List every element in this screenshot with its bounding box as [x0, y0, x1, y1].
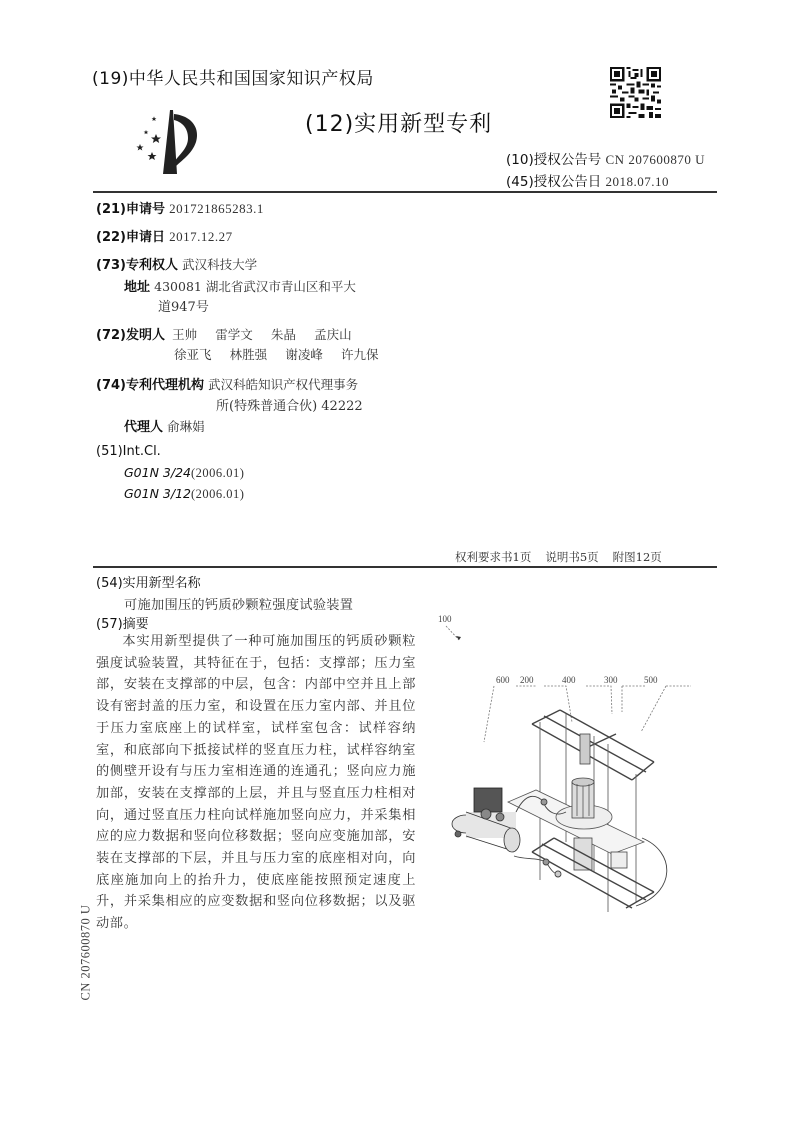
- application-number-row: [96, 198, 264, 217]
- inventor: 谢凌峰: [285, 347, 323, 362]
- inventor: 许九保: [340, 347, 379, 362]
- intcl-version: (2006.01): [191, 466, 245, 480]
- publication-date-label: (45)授权公告日: [506, 174, 602, 190]
- page-counts: [455, 549, 676, 565]
- title-section-label: (54)实用新型名称: [96, 576, 201, 591]
- agency-line-1: 武汉科皓知识产权代理事务: [208, 377, 359, 392]
- inventors-row-2: [174, 345, 378, 363]
- inventor: 雷学文: [215, 327, 253, 342]
- intcl-label: (51)Int.Cl.: [96, 444, 161, 459]
- cnipa-logo-icon: [130, 108, 202, 176]
- inventors-label: (72)发明人: [96, 328, 165, 343]
- inventor: 王帅: [172, 327, 198, 342]
- inventor: 孟庆山: [314, 327, 352, 342]
- figure-label: 200: [520, 675, 534, 685]
- document-type-title: (12)实用新型专利: [305, 112, 493, 137]
- patentee-row: [96, 254, 257, 273]
- agent-label: 代理人: [124, 420, 164, 435]
- inventor: 林胜强: [229, 347, 268, 362]
- patentee: 武汉科技大学: [182, 257, 258, 272]
- figure-label: 600: [496, 675, 510, 685]
- side-publication-id: CN 207600870 U: [78, 904, 93, 1001]
- inventor: 朱晶: [270, 327, 296, 342]
- figure-label: 500: [644, 675, 658, 685]
- abstract-section-label: (57)摘要: [96, 617, 149, 632]
- publication-number: CN 207600870 U: [605, 152, 705, 167]
- inventors-row: [96, 324, 352, 343]
- intcl-code: G01N 3/12: [124, 486, 191, 501]
- publication-date: 2018.07.10: [605, 174, 670, 189]
- intcl-entry: [124, 465, 244, 481]
- address-line-1: 430081 湖北省武汉市青山区和平大: [154, 279, 356, 294]
- section-divider: [93, 566, 717, 568]
- intcl-version: (2006.01): [191, 487, 245, 501]
- agency-row: [96, 374, 358, 393]
- address-line-2: 道947号: [158, 300, 209, 315]
- qr-code-icon: [610, 67, 661, 118]
- inventor: 徐亚飞: [174, 347, 212, 362]
- patentee-label: (73)专利权人: [96, 258, 178, 273]
- figure-label: 400: [562, 675, 576, 685]
- utility-model-title: 可施加围压的钙质砂颗粒强度试验装置: [124, 598, 354, 613]
- agent-row: [124, 416, 205, 435]
- figure-label: 100: [438, 614, 452, 624]
- publication-number-row: [506, 148, 705, 168]
- filing-date: 2017.12.27: [169, 229, 233, 244]
- application-number-label: (21)申请号: [96, 202, 165, 217]
- drawings-pages: 附图12页: [612, 550, 662, 564]
- intcl-code: G01N 3/24: [124, 465, 191, 480]
- issuing-office: (19)中华人民共和国国家知识产权局: [92, 69, 374, 89]
- filing-date-label: (22)申请日: [96, 230, 165, 245]
- intcl-row: [96, 444, 161, 459]
- filing-date-row: [96, 226, 233, 245]
- abstract-text: 本实用新型提供了一种可施加围压的钙质砂颗粒强度试验装置，其特征在于，包括：支撑部；压力室部，安装在支撑部的中层，包含：内部中空并且上部设有密封盖的压力室，和设置在压力室内部、并且位于压力室底座上的试样室，试样室包含：试样容纳室，和底部向下抵接试样的竖直压力柱，试样容纳室的侧壁开设有与压力室相连通的连通孔；竖向应力施加部，安装在支撑部的上层，并且与竖直压力柱相对向，通过竖直压力柱向试样施加竖向应力，并采集相应的应力数据和竖向位移数据；竖向应变施加部，安装在支撑部的下层，并且与压力室的底座相对向，向底座施加向上的抬升力，使底座能按照预定速度上升，并采集相应的应变数据和竖向位移数据；以及驱动部。: [96, 634, 416, 932]
- device-drawing: [436, 612, 696, 912]
- claims-pages: 权利要求书1页: [455, 550, 532, 564]
- header-divider: [93, 191, 717, 193]
- application-number: 201721865283.1: [169, 201, 264, 216]
- agent: 俞琳娟: [167, 419, 205, 434]
- agency-line-2: 所(特殊普通合伙) 42222: [216, 399, 363, 414]
- address-row: [124, 276, 356, 295]
- description-pages: 说明书5页: [545, 550, 599, 564]
- figure-label: 300: [604, 675, 618, 685]
- address-label: 地址: [124, 280, 151, 295]
- publication-date-row: [506, 170, 669, 190]
- publication-number-label: (10)授权公告号: [506, 152, 602, 168]
- intcl-entry: [124, 486, 244, 502]
- agency-label: (74)专利代理机构: [96, 378, 204, 393]
